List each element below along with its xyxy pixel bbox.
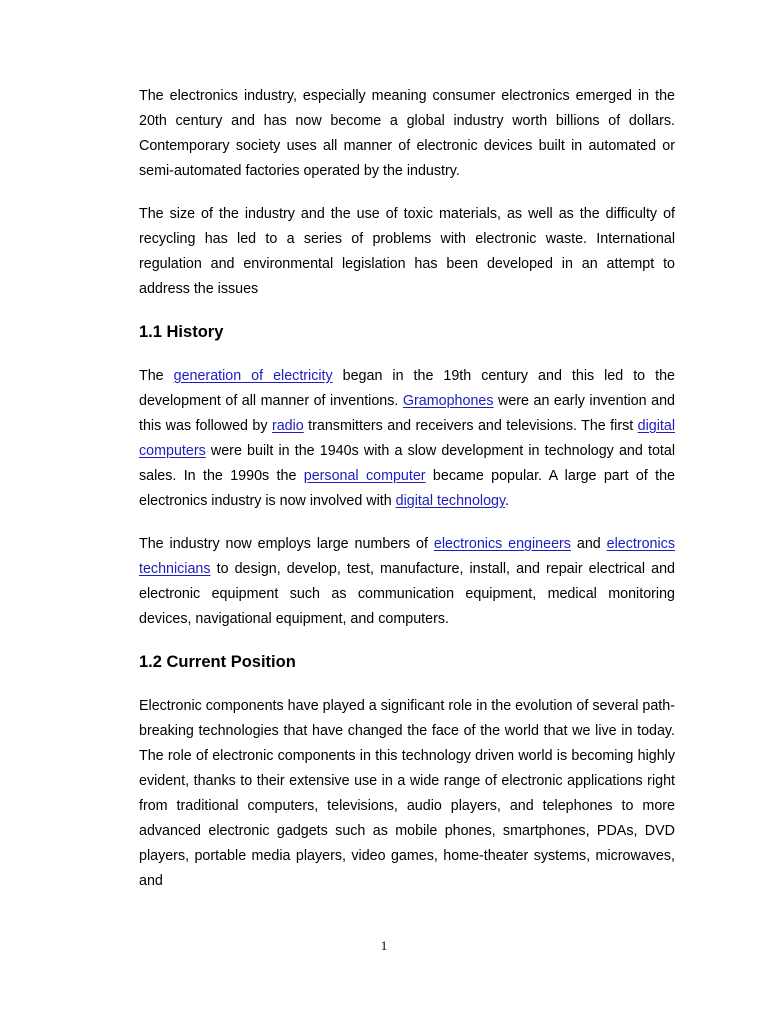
history-p1-text-5: were built in the 1940s with a slow development in technology and total sales. In the 1990s the	[139, 443, 675, 485]
history-p1-text-2: began in the 19th century and this led to the development of all manner of inventions.	[139, 367, 675, 409]
intro-paragraph-2: The size of the industry and the use of toxic materials, as well as the difficulty of recycling has led to a series of problems with electronic waste. International regulation and environmental legislation has been developed in an attempt to address the issues	[139, 205, 675, 298]
history-p1-text-4: transmitters and receivers and televisions. The first	[303, 417, 638, 434]
history-paragraph-1	[139, 364, 675, 515]
link-gramophones[interactable]: Gramophones	[402, 392, 494, 409]
current-position-heading: 1.2 Current Position	[139, 652, 296, 671]
history-p2-text-3: to design, develop, test, manufacture, install, and repair electrical and electronic equipment such as communication equipment, medical monitoring devices, navigational equipment, and computers.	[139, 560, 675, 628]
link-electronics-engineers[interactable]: electronics engineers	[433, 535, 571, 552]
history-heading: 1.1 History	[139, 322, 224, 341]
page-content	[139, 84, 675, 894]
page-number: 1	[380, 938, 388, 953]
history-p2-text-2: and	[570, 535, 607, 552]
link-digital-computers[interactable]: digital computers	[139, 417, 675, 460]
intro-paragraph-1: The electronics industry, especially meaning consumer electronics emerged in the 20th century and has now become a global industry worth billions of dollars. Contemporary society uses all manner of electronic devices built in automated or semi-automated factories operated by the industry.	[139, 88, 675, 180]
link-digital-technology[interactable]: digital technology	[395, 493, 506, 510]
history-p1-text-7: .	[505, 493, 510, 510]
current-position-paragraph-1: Electronic components have played a significant role in the evolution of several path-breaking technologies that have changed the face of the world that we live in today. The role of electronic components in this technology driven world is becoming highly evident, thanks to their extensive use in a wide range of electronic applications right from traditional computers, televisions, audio players, and telephones to more advanced electronic gadgets such as mobile phones, smartphones, PDAs, DVD players, portable media players, video games, home-theater systems, microwaves, and	[139, 697, 675, 890]
link-generation-of-electricity[interactable]: generation of electricity	[173, 367, 333, 384]
history-p1-text-1: The	[139, 367, 174, 384]
link-radio[interactable]: radio	[271, 417, 304, 434]
history-p1-text-3: were an early invention and this was followed by	[139, 392, 675, 434]
history-p1-text-6: became popular. A large part of the electronics industry is now involved with	[139, 468, 675, 510]
history-p2-text-1: The industry now employs large numbers of	[139, 535, 434, 552]
link-electronics-technicians[interactable]: electronics technicians	[139, 535, 675, 577]
history-paragraph-2	[139, 532, 675, 632]
link-personal-computer[interactable]: personal computer	[303, 468, 426, 485]
